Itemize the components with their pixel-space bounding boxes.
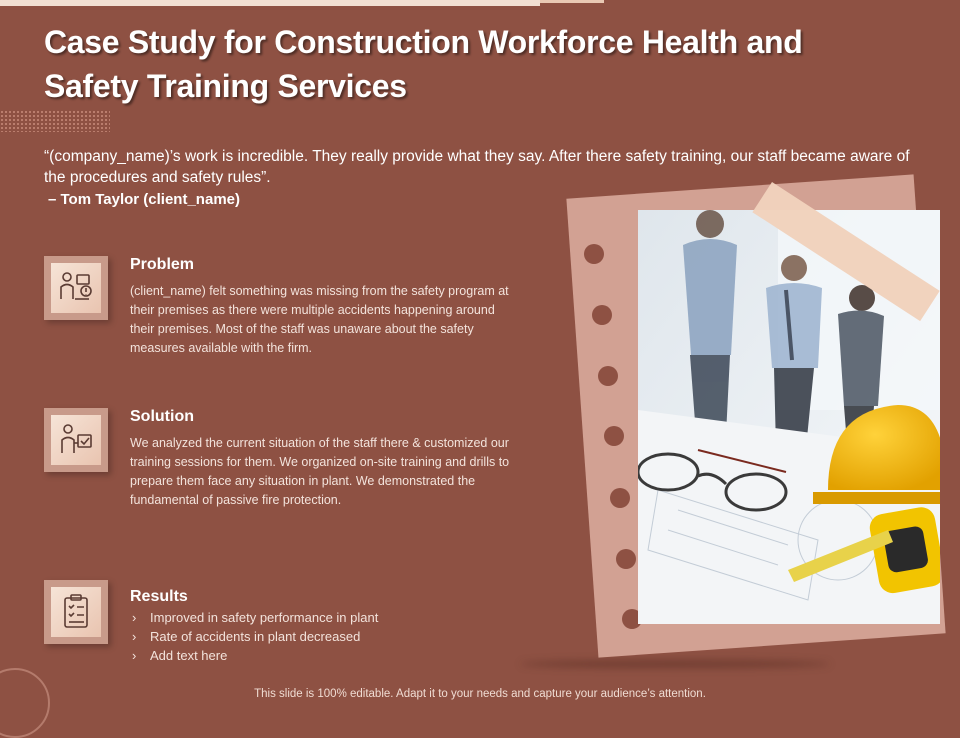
client-quote: “(company_name)’s work is incredible. They really provide what they say. After there safety training, our staff became aware of the procedures and safety rules”. — [44, 148, 910, 186]
list-item: › Rate of accidents in plant decreased — [132, 629, 361, 644]
binder-hole — [592, 305, 612, 325]
top-accent-line — [0, 0, 540, 6]
circle-decoration — [0, 668, 50, 738]
footer-note: This slide is 100% editable. Adapt it to your needs and capture your audience’s attention. — [254, 688, 706, 700]
solution-icon-frame — [44, 408, 108, 472]
slide-title: Case Study for Construction Workforce Health and Safety Training Services — [44, 24, 803, 104]
quote-author: – Tom Taylor (client_name) — [48, 191, 240, 208]
binder-hole — [584, 244, 604, 264]
problem-section — [44, 256, 524, 366]
solution-text: We analyzed the current situation of the staff there & customized our training sessions for them. We organized on-site training and drills to prepare them face any situation in plant. We demonstrated the fundamental of passive fire protection. — [130, 436, 510, 507]
binder-hole — [616, 549, 636, 569]
dot-pattern-decoration — [0, 110, 110, 132]
chevron-right-icon: › — [132, 648, 137, 663]
top-accent-line-light — [540, 0, 604, 3]
results-section — [44, 580, 524, 670]
problem-icon-frame — [44, 256, 108, 320]
worker-solution-icon — [53, 417, 99, 463]
solution-section — [44, 408, 524, 538]
workers-problem-icon — [53, 265, 99, 311]
binder-hole — [598, 366, 618, 386]
binder-hole — [610, 488, 630, 508]
problem-text: (client_name) felt something was missing from the safety program at their premises as there were multiple accidents happening around their premises. Most of the staff was unaware about the safety measures available with the firm. — [130, 284, 509, 355]
problem-title: Problem — [130, 256, 195, 273]
results-title: Results — [130, 588, 188, 605]
solution-title: Solution — [130, 408, 194, 425]
list-item: › Add text here — [132, 648, 228, 663]
binder-hole — [604, 426, 624, 446]
card-shadow — [520, 660, 830, 668]
chevron-right-icon: › — [132, 610, 137, 625]
results-icon-frame — [44, 580, 108, 644]
results-list — [130, 608, 378, 665]
list-item: › Improved in safety performance in plant — [132, 610, 379, 625]
clipboard-checklist-icon — [53, 589, 99, 635]
chevron-right-icon: › — [132, 629, 137, 644]
